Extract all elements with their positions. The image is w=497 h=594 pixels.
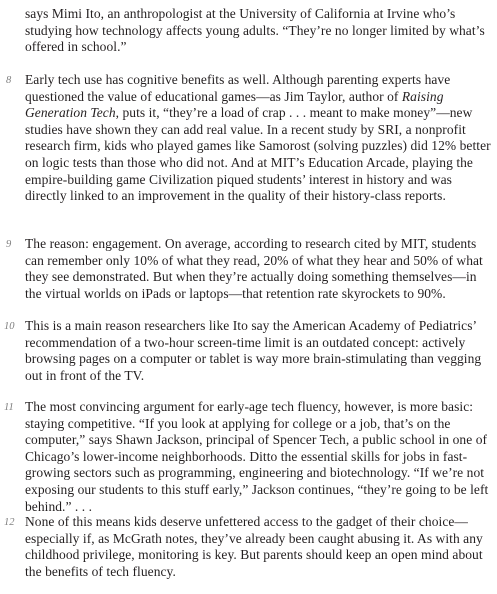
paragraph-10 bbox=[4, 318, 491, 384]
paragraph-number: 9 bbox=[6, 239, 12, 250]
paragraph-text-part: , puts it, “they’re a load of crap . . . meant to make money”—new studies have shown they can add real value. In a recent study by SRI, a nonprofit research firm, kids who played games like Samorost (solving puzzles) did 12% better on logic tests than those who did not. And at MIT’s Education Arcade, playing the empire-building game Civilization piqued students’ interest in history and was directly linked to an improvement in the quality of their history-class reports. bbox=[25, 105, 491, 204]
paragraph-text: The reason: engagement. On average, according to research cited by MIT, students can remember only 10% of what they read, 20% of what they hear and 50% of what they see demonstrated. But when they’re actually doing something themselves—in the virtual worlds on iPads or laptops—that retention rate skyrockets to 90%. bbox=[25, 236, 483, 301]
paragraph-text bbox=[25, 72, 491, 205]
paragraph-9 bbox=[6, 236, 491, 302]
paragraph-text: This is a main reason researchers like Ito say the American Academy of Pediatrics’ recommendation of a two-hour screen-time limit is an outdated concept: actively browsing pages on a computer or tablet is way more brain-stimulating than vegging out in front of the TV. bbox=[25, 318, 482, 383]
paragraph-number: 12 bbox=[4, 517, 15, 528]
paragraph-11 bbox=[4, 399, 491, 515]
paragraph-number: 11 bbox=[4, 402, 14, 413]
paragraph-8 bbox=[6, 72, 491, 205]
paragraph-text: says Mimi Ito, an anthropologist at the University of California at Irvine who’s studying how technology affects young adults. “They’re no longer limited by what’s offered in school.” bbox=[25, 6, 485, 55]
paragraph-continued bbox=[25, 6, 491, 56]
paragraph-12 bbox=[4, 514, 491, 580]
paragraph-text: The most convincing argument for early-age tech fluency, however, is more basic: staying competitive. “If you look at applying for college or a job, that’s on the computer,” says Shawn Jackson, principal of Spencer Tech, a public school in one of Chicago’s lower-income neighborhoods. Ditto the essential skills for jobs in fast-growing sectors such as programming, engineering and biotechnology. “If we’re not exposing our students to this stuff early,” Jackson continues, “they’re going to be left behind.” . . . bbox=[25, 399, 489, 514]
paragraph-text: None of this means kids deserve unfettered access to the gadget of their choice—especially if, as McGrath notes, they’ve already been caught abusing it. As with any childhood privilege, monitoring is key. But parents should keep an open mind about the benefits of tech fluency. bbox=[25, 514, 483, 579]
book-title: Raising Generation Tech bbox=[25, 88, 444, 121]
paragraph-text-part: Early tech use has cognitive benefits as well. Although parenting experts have questioned the value of educational games—as Jim Taylor, author of bbox=[25, 72, 451, 104]
paragraph-number: 8 bbox=[6, 75, 12, 86]
paragraph-number: 10 bbox=[4, 321, 15, 332]
